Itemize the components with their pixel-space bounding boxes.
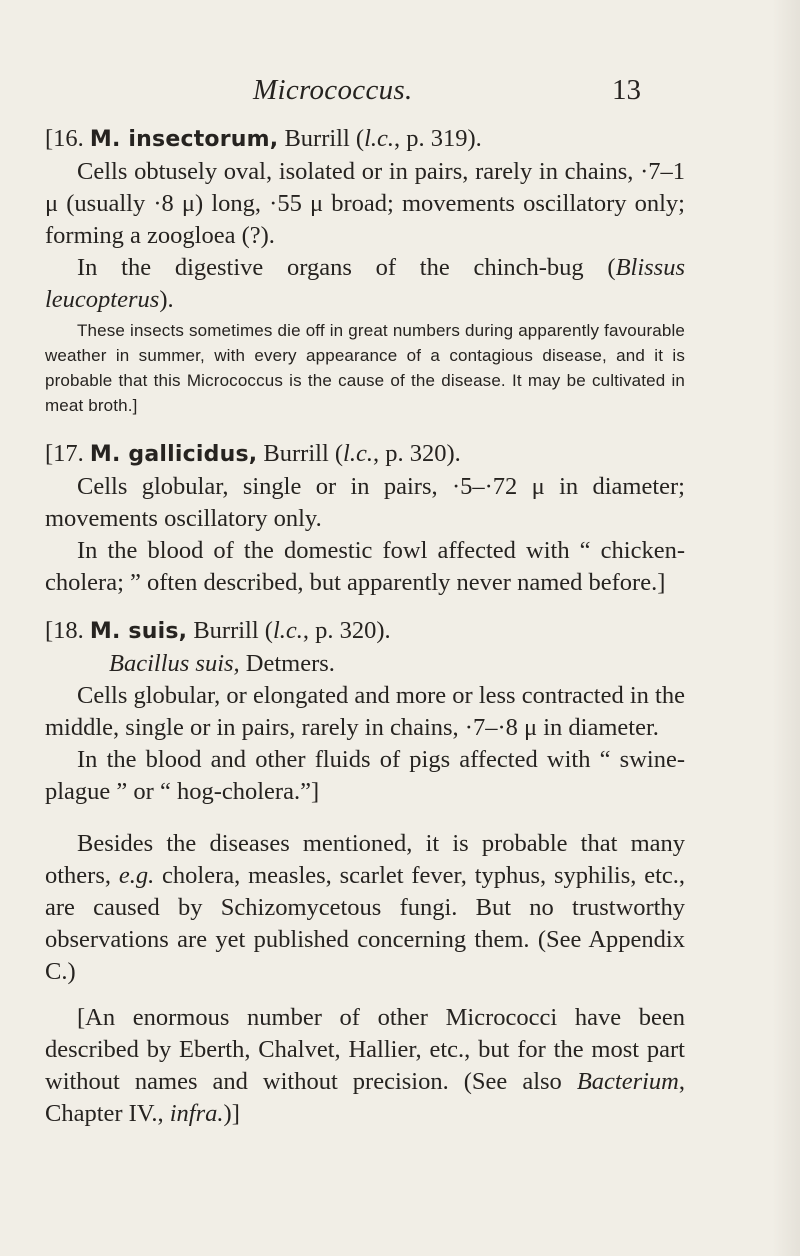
entry-18-habitat: In the blood and other fluids of pigs affected with “ swine-plague ” or “ hog-cholera.”] bbox=[45, 746, 685, 805]
page-number: 13 bbox=[612, 74, 641, 106]
entry-17-habitat: In the blood of the domestic fowl affected with “ chicken-cholera; ” often described, but apparently never named before.] bbox=[45, 537, 685, 596]
page-header bbox=[0, 74, 800, 114]
entry-16-note: These insects sometimes die off in great numbers during apparently favourable weather in summer, with every appearance of a contagious disease, and it is probable that this Micrococcus is the cause of the disease. It may be cultivated in meat broth.] bbox=[45, 321, 685, 415]
entry-16-description: Cells obtusely oval, isolated or in pairs, rarely in chains, ·7–1 μ (usually ·8 μ) long, ·55 μ broad; movements oscillatory only; forming a zoogloea (?). bbox=[45, 158, 685, 249]
entry-18-synonym: Bacillus suis, Detmers. bbox=[109, 650, 335, 677]
entry-16-heading: [16. M. insectorum, Burrill (l.c., p. 319). bbox=[45, 125, 482, 152]
page-edge-shadow bbox=[772, 0, 800, 1256]
entry-17-description: Cells globular, single or in pairs, ·5–·72 μ in diameter; movements oscillatory only. bbox=[45, 473, 685, 532]
entry-16-habitat: In the digestive organs of the chinch-bug (Blissus leucopterus). bbox=[45, 254, 685, 313]
species-name: M. suis, bbox=[89, 619, 188, 644]
page-body bbox=[45, 123, 685, 1130]
running-title: Micrococcus. bbox=[253, 74, 413, 106]
species-name: M. gallicidus, bbox=[89, 442, 258, 467]
entry-18-heading: [18. M. suis, Burrill (l.c., p. 320). bbox=[45, 617, 391, 644]
paragraph-besides: Besides the diseases mentioned, it is probable that many others, e.g. cholera, measles, scarlet fever, typhus, syphilis, etc., are caused by Schizomycetous fungi. But no trustworthy observations are yet published concerning them. (See Appendix C.) bbox=[45, 830, 686, 985]
entry-18-description: Cells globular, or elongated and more or less contracted in the middle, single or in pairs, rarely in chains, ·7–·8 μ in diameter. bbox=[45, 682, 685, 741]
entry-17-heading: [17. M. gallicidus, Burrill (l.c., p. 320). bbox=[45, 440, 461, 467]
species-name: M. insectorum, bbox=[89, 127, 279, 152]
paragraph-other-micrococci: [An enormous number of other Micrococci have been described by Eberth, Chalvet, Hallier, etc., but for the most part without names and without precision. (See also Bacterium, Chapter IV., infra.)] bbox=[45, 1004, 685, 1127]
